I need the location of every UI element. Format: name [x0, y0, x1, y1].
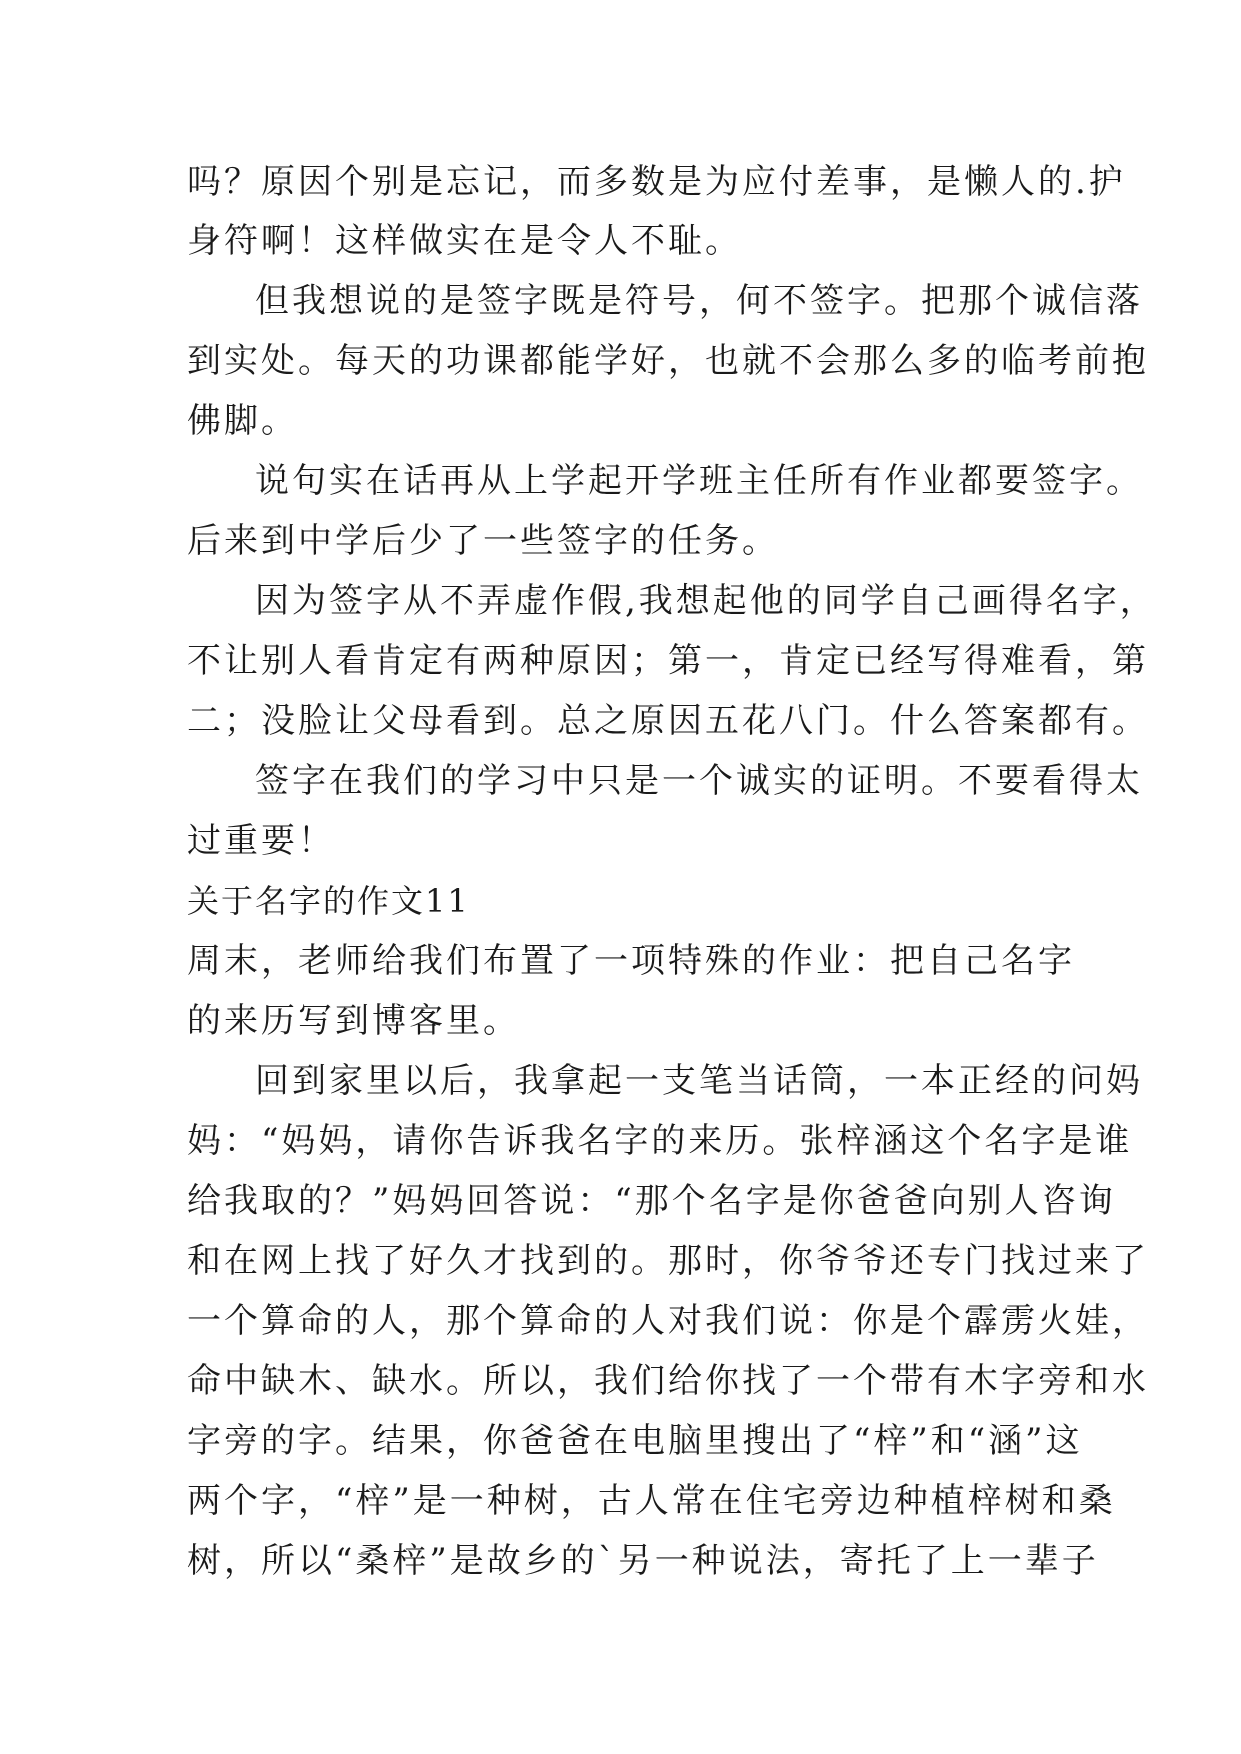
text-line: 的来历写到博客里。: [187, 1001, 520, 1041]
text-line: 后来到中学后少了一些签字的任务。: [187, 521, 779, 561]
text-line: 过重要！: [187, 821, 335, 861]
paragraph-first-line: 签字在我们的学习中只是一个诚实的证明。不要看得太: [255, 761, 1143, 801]
text-line: 两个字，“梓”是一种树，古人常在住宅旁边种植梓树和桑: [187, 1481, 1116, 1521]
text-line: 妈：“妈妈，请你告诉我名字的来历。张梓涵这个名字是谁: [187, 1121, 1133, 1161]
text-line: 不让别人看肯定有两种原因；第一，肯定已经写得难看，第: [187, 641, 1149, 681]
paragraph-first-line: 但我想说的是签字既是符号，何不签字。把那个诚信落: [255, 281, 1143, 321]
text-line: 二；没脸让父母看到。总之原因五花八门。什么答案都有。: [187, 701, 1149, 741]
text-line: 字旁的字。结果，你爸爸在电脑里搜出了“梓”和“涵”这: [187, 1421, 1083, 1461]
text-line: 和在网上找了好久才找到的。那时，你爷爷还专门找过来了: [187, 1241, 1149, 1281]
paragraph-first-line: 说句实在话再从上学起开学班主任所有作业都要签字。: [255, 461, 1143, 501]
section-heading: 关于名字的作文11: [187, 882, 470, 920]
paragraph-first-line: 回到家里以后，我拿起一支笔当话筒，一本正经的问妈: [255, 1061, 1143, 1101]
text-line: 一个算命的人，那个算命的人对我们说：你是个霹雳火娃，: [187, 1301, 1149, 1341]
text-line: 命中缺木、缺水。所以，我们给你找了一个带有木字旁和水: [187, 1361, 1149, 1401]
text-line: 到实处。每天的功课都能学好，也就不会那么多的临考前抱: [187, 341, 1149, 381]
text-line: 给我取的？”妈妈回答说：“那个名字是你爸爸向别人咨询: [187, 1181, 1116, 1221]
text-line: 身符啊！这样做实在是令人不耻。: [187, 221, 742, 261]
paragraph-first-line: 周末，老师给我们布置了一项特殊的作业：把自己名字: [187, 941, 1075, 981]
text-line: 佛脚。: [187, 401, 298, 441]
text-line: 吗？原因个别是忘记，而多数是为应付差事，是懒人的.护: [187, 162, 1126, 202]
paragraph-first-line: 因为签字从不弄虚作假,我想起他的同学自己画得名字，: [255, 581, 1157, 621]
text-line: 树，所以“桑梓”是故乡的`另一种说法，寄托了上一辈子: [187, 1541, 1099, 1581]
